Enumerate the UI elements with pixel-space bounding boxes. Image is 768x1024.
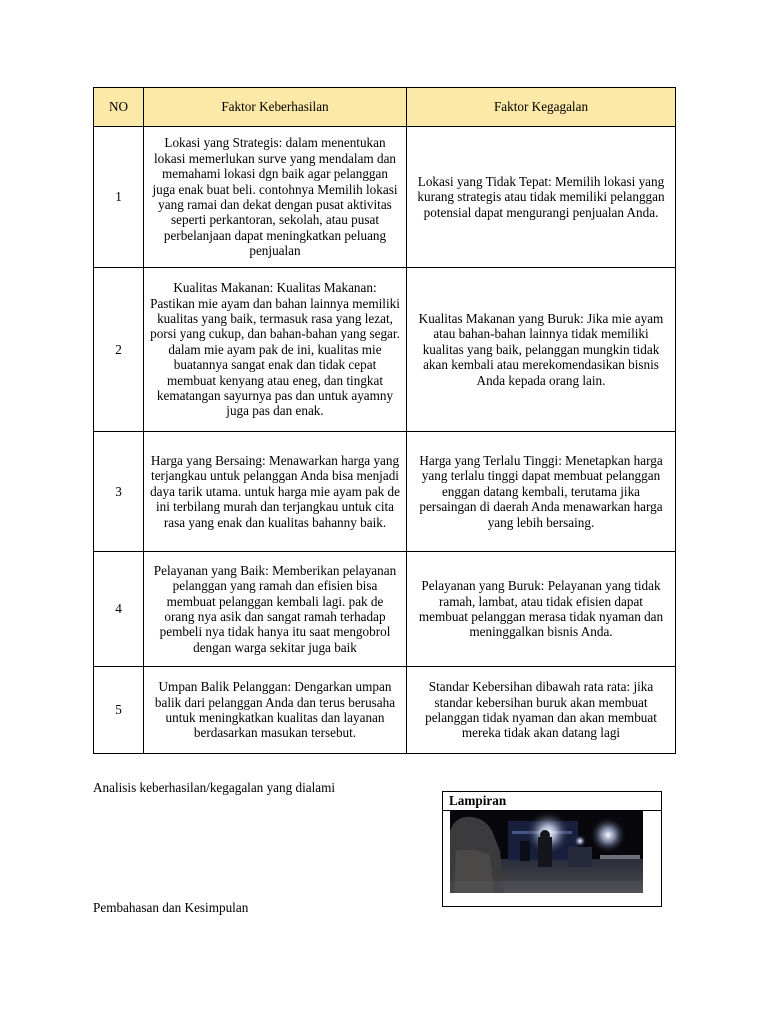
failure-factor-cell: Pelayanan yang Buruk: Pelayanan yang tidak ramah, lambat, atau tidak efisien dapat membuat pelanggan merasa tidak nyaman dan meninggalkan bisnis Anda. <box>407 552 676 667</box>
row-number: 1 <box>94 127 144 268</box>
night-stall-photo <box>450 811 643 893</box>
header-no: NO <box>94 88 144 127</box>
row-number: 5 <box>94 667 144 754</box>
success-factor-cell: Kualitas Makanan: Kualitas Makanan: Pastikan mie ayam dan bahan lainnya memiliki kualitas yang baik, termasuk rasa yang lezat, porsi yang cukup, dan bahan-bahan yang segar. dalam mie ayam pak de ini, kualitas mie buatannya sangat enak dan tidak cepat membuat kenyang atau eneg, dan tingkat kematangan sayurnya pas dan untuk ayamny juga pas dan enak. <box>144 268 407 432</box>
success-factor-cell: Pelayanan yang Baik: Memberikan pelayanan pelanggan yang ramah dan efisien bisa membuat pelanggan kembali lagi. pak de orang nya asik dan sangat ramah terhadap pembeli nya tidak hanya itu saat mengobrol dengan warga sekitar juga baik <box>144 552 407 667</box>
table-row <box>94 432 676 552</box>
header-success-factors: Faktor Keberhasilan <box>144 88 407 127</box>
success-factor-cell: Umpan Balik Pelanggan: Dengarkan umpan balik dari pelanggan Anda dan terus berusaha untuk meningkatkan kualitas dan layanan berdasarkan masukan tersebut. <box>144 667 407 754</box>
attachment-title: Lampiran <box>443 792 661 811</box>
failure-factor-cell: Kualitas Makanan yang Buruk: Jika mie ayam atau bahan-bahan lainnya tidak memiliki kualitas yang baik, pelanggan mungkin tidak akan kembali atau merekomendasikan bisnis Anda kepada orang lain. <box>407 268 676 432</box>
failure-factor-cell: Harga yang Terlalu Tinggi: Menetapkan harga yang terlalu tinggi dapat membuat pelanggan enggan datang kembali, terutama jika persaingan di daerah Anda menawarkan harga yang lebih bersaing. <box>407 432 676 552</box>
row-number: 2 <box>94 268 144 432</box>
factors-table <box>93 87 676 754</box>
table-row <box>94 667 676 754</box>
attachment-box <box>442 791 662 907</box>
success-factor-cell: Harga yang Bersaing: Menawarkan harga yang terjangkau untuk pelanggan Anda bisa menjadi daya tarik utama. untuk harga mie ayam pak de ini terbilang murah dan terjangkau untuk cita rasa yang enak dan kualitas bahanny baik. <box>144 432 407 552</box>
row-number: 3 <box>94 432 144 552</box>
row-number: 4 <box>94 552 144 667</box>
conclusion-heading: Pembahasan dan Kesimpulan <box>93 900 249 915</box>
header-failure-factors: Faktor Kegagalan <box>407 88 676 127</box>
table-row <box>94 552 676 667</box>
failure-factor-cell: Standar Kebersihan dibawah rata rata: jika standar kebersihan buruk akan membuat pelanggan tidak nyaman dan akan membuat mereka tidak akan datang lagi <box>407 667 676 754</box>
table-header-row <box>94 88 676 127</box>
failure-factor-cell: Lokasi yang Tidak Tepat: Memilih lokasi yang kurang strategis atau tidak memiliki pelanggan potensial dapat mengurangi penjualan Anda. <box>407 127 676 268</box>
table-row <box>94 127 676 268</box>
success-factor-cell: Lokasi yang Strategis: dalam menentukan lokasi memerlukan surve yang mendalam dan memahami lokasi dgn baik agar pelanggan juga enak buat beli. contohnya Memilih lokasi yang ramai dan dekat dengan pusat aktivitas seperti perkantoran, sekolah, atau pusat perbelanjaan dapat meningkatkan peluang penjualan <box>144 127 407 268</box>
table-row <box>94 268 676 432</box>
analysis-heading: Analisis keberhasilan/kegagalan yang dialami <box>93 780 336 795</box>
attachment-photo <box>450 811 643 893</box>
